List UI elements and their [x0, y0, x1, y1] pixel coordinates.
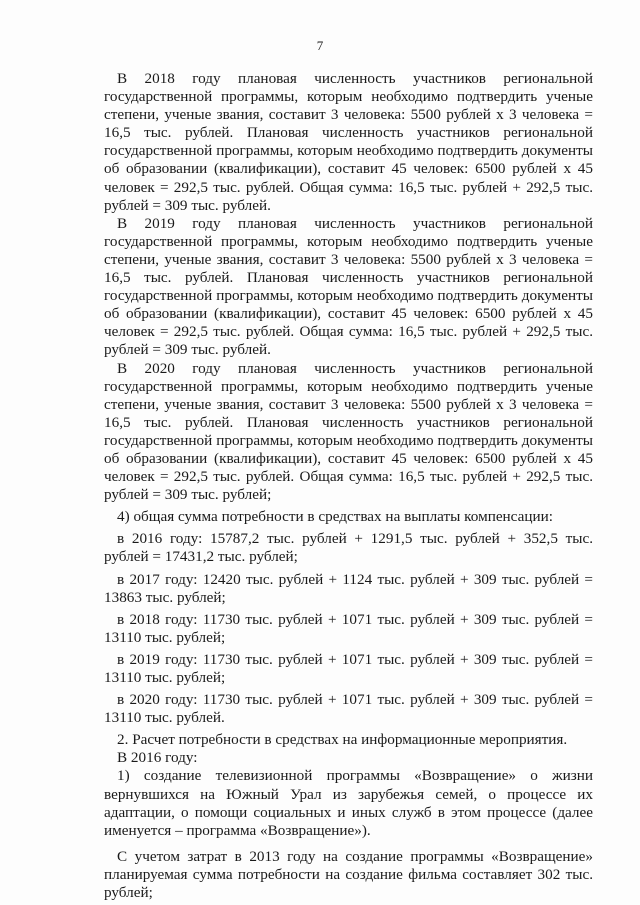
- document-body: [104, 70, 593, 902]
- paragraph-program-cost: С учетом затрат в 2013 году на создание программы «Возвращение» планируемая сумма потребности на создание фильма составляет 302 тыс. рублей;: [104, 847, 593, 902]
- compensation-2020: в 2020 году: 11730 тыс. рублей + 1071 тыс. рублей + 309 тыс. рублей = 13110 тыс. рублей.: [104, 691, 593, 727]
- paragraph-2019-participants: В 2019 году плановая численность участников региональной государственной программы, которым необходимо подтвердить ученые степени, ученые звания, составит 3 человека: 5500 рублей х 3 человека = 16,5 тыс. рублей. Плановая численность участников региональной государственной программы, которым необходимо подтвердить документы об образовании (квалификации), составит 45 человек: 6500 рублей х 45 человек = 292,5 тыс. рублей. Общая сумма: 16,5 тыс. рублей + 292,5 тыс. рублей = 309 тыс. рублей.: [104, 214, 593, 359]
- list-item-total-compensation: 4) общая сумма потребности в средствах на выплаты компенсации:: [117, 508, 553, 526]
- compensation-2018: в 2018 году: 11730 тыс. рублей + 1071 тыс. рублей + 309 тыс. рублей = 13110 тыс. рублей;: [104, 610, 593, 646]
- paragraph-2020-participants: В 2020 году плановая численность участников региональной государственной программы, которым необходимо подтвердить ученые степени, ученые звания, составит 3 человека: 5500 рублей х 3 человека = 16,5 тыс. рублей. Плановая численность участников региональной государственной программы, которым необходимо подтвердить документы об образовании (квалификации), составит 45 человек: 6500 рублей х 45 человек = 292,5 тыс. рублей. Общая сумма: 16,5 тыс. рублей + 292,5 тыс. рублей = 309 тыс. рублей;: [104, 359, 593, 504]
- list-item-tv-program: 1) создание телевизионной программы «Возвращение» о жизни вернувшихся на Южный Урал из зарубежья семей, о процессе их адаптации, о помощи социальных и иных служб в этом процессе (далее именуется – программа «Возвращение»).: [104, 767, 593, 839]
- compensation-2017: в 2017 году: 12420 тыс. рублей + 1124 тыс. рублей + 309 тыс. рублей = 13863 тыс. рублей;: [104, 570, 593, 606]
- compensation-2019: в 2019 году: 11730 тыс. рублей + 1071 тыс. рублей + 309 тыс. рублей = 13110 тыс. рублей;: [104, 650, 593, 686]
- year-2016-heading: В 2016 году:: [117, 749, 198, 767]
- section-heading-information-events: 2. Расчет потребности в средствах на информационные мероприятия.: [117, 731, 568, 749]
- page-number: 7: [316, 38, 324, 53]
- compensation-2016: в 2016 году: 15787,2 тыс. рублей + 1291,5 тыс. рублей + 352,5 тыс. рублей = 17431,2 тыс. рублей;: [104, 530, 593, 566]
- paragraph-2018-participants: В 2018 году плановая численность участников региональной государственной программы, которым необходимо подтвердить ученые степени, ученые звания, составит 3 человека: 5500 рублей х 3 человека = 16,5 тыс. рублей. Плановая численность участников региональной государственной программы, которым необходимо подтвердить документы об образовании (квалификации), составит 45 человек: 6500 рублей х 45 человек = 292,5 тыс. рублей. Общая сумма: 16,5 тыс. рублей + 292,5 тыс. рублей = 309 тыс. рублей.: [104, 70, 593, 214]
